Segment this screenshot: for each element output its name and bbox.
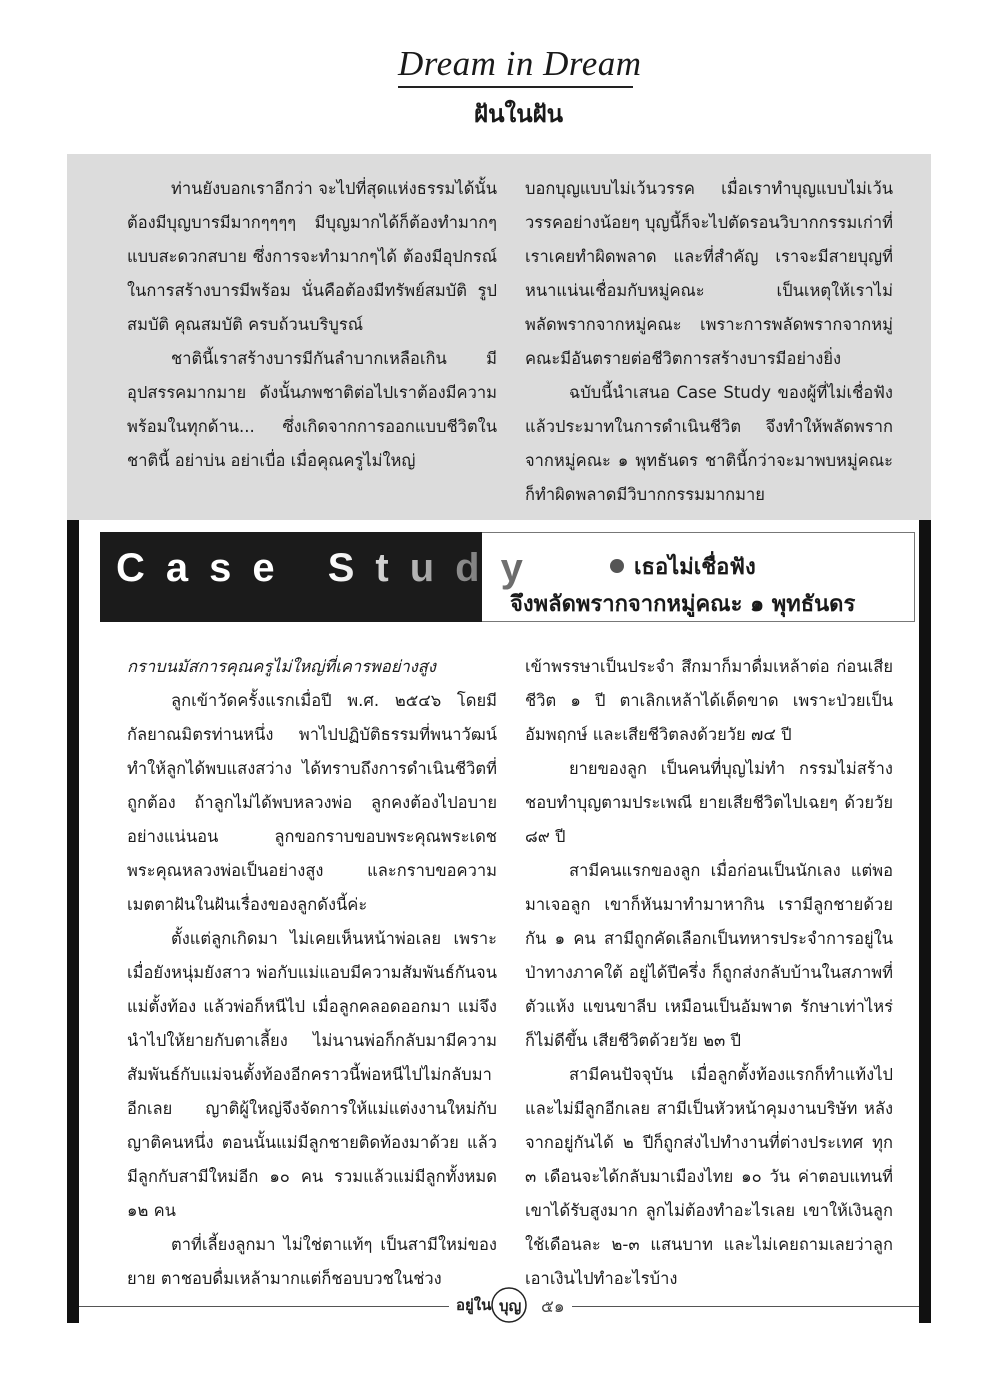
story-right-paragraph-3: สามีคนแรกของลูก เมื่อก่อนเป็นนักเลง แต่พอมาเจอลูก เขาก็หันมาทำมาหากิน เรามีลูกชายด้วยกัน ๑ คน สามีถูกคัดเลือกเป็นทหารประจำการอยู่ในป่าทางภาคใต้ อยู่ได้ปีครึ่ง ก็ถูกส่งกลับบ้านในสภาพที่ตัวแห้ง แขนขาลีบ เหมือนเป็นอัมพาต รักษาเท่าไหร่ก็ไม่ดีขึ้น เสียชีวิตด้วยวัย ๒๓ ปี <box>525 861 893 1050</box>
story-left-column <box>127 650 497 1296</box>
left-side-bar <box>67 520 79 1323</box>
svg-text:อยู่ใน: อยู่ใน <box>456 1296 492 1314</box>
page-title: Dream in Dream <box>398 44 642 83</box>
story-right-paragraph-1: เข้าพรรษาเป็นประจำ สึกมาก็มาดื่มเหล้าต่อ ก่อนเสียชีวิต ๑ ปี ตาเลิกเหล้าได้เด็ดขาด เพราะป่วยเป็นอัมพฤกษ์ และเสียชีวิตลงด้วยวัย ๗๔ ปี <box>525 657 893 744</box>
intro-right-paragraph-1: บอกบุญแบบไม่เว้นวรรค เมื่อเราทำบุญแบบไม่เว้นวรรคอย่างน้อยๆ บุญนี้ก็จะไปตัดรอนวิบากกรรมเก่าที่เราเคยทำผิดพลาด และที่สำคัญ เราจะมีสายบุญที่หนาแน่นเชื่อมกับหมู่คณะ เป็นเหตุให้เราไม่พลัดพรากจากหมู่คณะ เพราะการพลัดพรากจากหมู่คณะมีอันตรายต่อชีวิตการสร้างบารมีอย่างยิ่ง <box>525 179 893 368</box>
story-right-paragraph-2: ยายของลูก เป็นคนที่บุญไม่ทำ กรรมไม่สร้าง ชอบทำบุญตามประเพณี ยายเสียชีวิตไปเฉยๆ ด้วยวัย ๘๙ ปี <box>525 759 893 846</box>
banner-headline-line-1 <box>610 549 756 584</box>
story-right-paragraph-4: สามีคนปัจจุบัน เมื่อลูกตั้งท้องแรกก็ทำแท้งไป และไม่มีลูกอีกเลย สามีเป็นหัวหน้าคุมงานบริษัท หลังจากอยู่กันได้ ๒ ปีก็ถูกส่งไปทำงานที่ต่างประเทศ ทุก ๓ เดือนจะได้กลับมาเมืองไทย ๑๐ วัน ค่าตอบแทนที่เขาได้รับสูงมาก ลูกไม่ต้องทำอะไรเลย เขาให้เงินลูกใช้เดือนละ ๒-๓ แสนบาท และไม่เคยถามเลยว่าลูกเอาเงินไปทำอะไรบ้าง <box>525 1065 893 1288</box>
footer-logo <box>452 1285 536 1325</box>
story-left-paragraph-2: ตั้งแต่ลูกเกิดมา ไม่เคยเห็นหน้าพ่อเลย เพราะเมื่อยังหนุ่มยังสาว พ่อกับแม่แอบมีความสัมพันธ์กันจนแม่ตั้งท้อง แล้วพ่อก็หนีไป เมื่อลูกคลอดออกมา แม่จึงนำไปให้ยายกับตาเลี้ยง ไม่นานพ่อก็กลับมามีความสัมพันธ์กับแม่จนตั้งท้องอีกคราวนี้พ่อหนีไปไม่กลับมาอีกเลย ญาติผู้ใหญ่จึงจัดการให้แม่แต่งงานใหม่กับญาติคนหนึ่ง ตอนนั้นแม่มีลูกชายติดท้องมาด้วย แล้วมีลูกกับสามีใหม่อีก ๑๐ คน รวมแล้วแม่มีลูกทั้งหมด ๑๒ คน <box>127 929 497 1220</box>
title-underline <box>398 86 633 88</box>
case-study-label: Case Study <box>116 546 544 590</box>
story-greeting: กราบนมัสการคุณครูไม่ใหญ่ที่เคารพอย่างสูง <box>127 657 436 676</box>
story-right-column <box>525 650 893 1296</box>
right-side-bar <box>919 520 931 1323</box>
intro-right-column <box>525 172 893 512</box>
intro-left-paragraph-1: ท่านยังบอกเราอีกว่า จะไปที่สุดแห่งธรรมได้นั้น ต้องมีบุญบารมีมากๆๆๆๆ มีบุญมากได้ก็ต้องทำมากๆ แบบสะดวกสบาย ซึ่งการจะทำมากๆได้ ต้องมีอุปกรณ์ในการสร้างบารมีพร้อม นั่นคือต้องมีทรัพย์สมบัติ รูปสมบัติ คุณสมบัติ ครบถ้วนบริบูรณ์ <box>127 179 497 334</box>
footer-rule-left <box>79 1306 449 1307</box>
page-number: ๕๑ <box>541 1297 565 1317</box>
svg-text:บุญ: บุญ <box>499 1297 522 1315</box>
footer-rule-right <box>572 1306 919 1307</box>
story-left-paragraph-3: ตาที่เลี้ยงลูกมา ไม่ใช่ตาแท้ๆ เป็นสามีใหม่ของยาย ตาชอบดื่มเหล้ามากแต่ก็ชอบบวชในช่วง <box>127 1235 497 1288</box>
bullet-icon <box>610 559 624 573</box>
banner-headline-line-2: จึงพลัดพรากจากหมู่คณะ ๑ พุทธันดร <box>510 592 856 617</box>
intro-right-paragraph-2: ฉบับนี้นำเสนอ Case Study ของผู้ที่ไม่เชื่อฟังแล้วประมาทในการดำเนินชีวิต จึงทำให้พลัดพรากจากหมู่คณะ ๑ พุทธันดร ชาตินี้กว่าจะมาพบหมู่คณะ ก็ทำผิดพลาดมีวิบากกรรมมากมาย <box>525 383 893 504</box>
intro-left-paragraph-2: ชาตินี้เราสร้างบารมีกันลำบากเหลือเกิน มีอุปสรรคมากมาย ดังนั้นภพชาติต่อไปเราต้องมีความพร้อมในทุกด้าน... ซึ่งเกิดจากการออกแบบชีวิตในชาตินี้ อย่าบ่น อย่าเบื่อ เมื่อคุณครูไม่ใหญ่ <box>127 349 497 470</box>
story-left-paragraph-1: ลูกเข้าวัดครั้งแรกเมื่อปี พ.ศ. ๒๕๔๖ โดยมีกัลยาณมิตรท่านหนึ่ง พาไปปฏิบัติธรรมที่พนาวัฒน์ ทำให้ลูกได้พบแสงสว่าง ได้ทราบถึงการดำเนินชีวิตที่ถูกต้อง ถ้าลูกไม่ได้พบหลวงพ่อ ลูกคงต้องไปอบายอย่างแน่นอน ลูกขอกราบขอบพระคุณพระเดชพระคุณหลวงพ่อเป็นอย่างสูง และกราบขอความเมตตาฝันในฝันเรื่องของลูกดังนี้ค่ะ <box>127 691 497 914</box>
page-subtitle: ฝันในฝัน <box>474 100 564 128</box>
intro-left-column <box>127 172 497 478</box>
banner-headline-text-1: เธอไม่เชื่อฟัง <box>634 555 756 580</box>
